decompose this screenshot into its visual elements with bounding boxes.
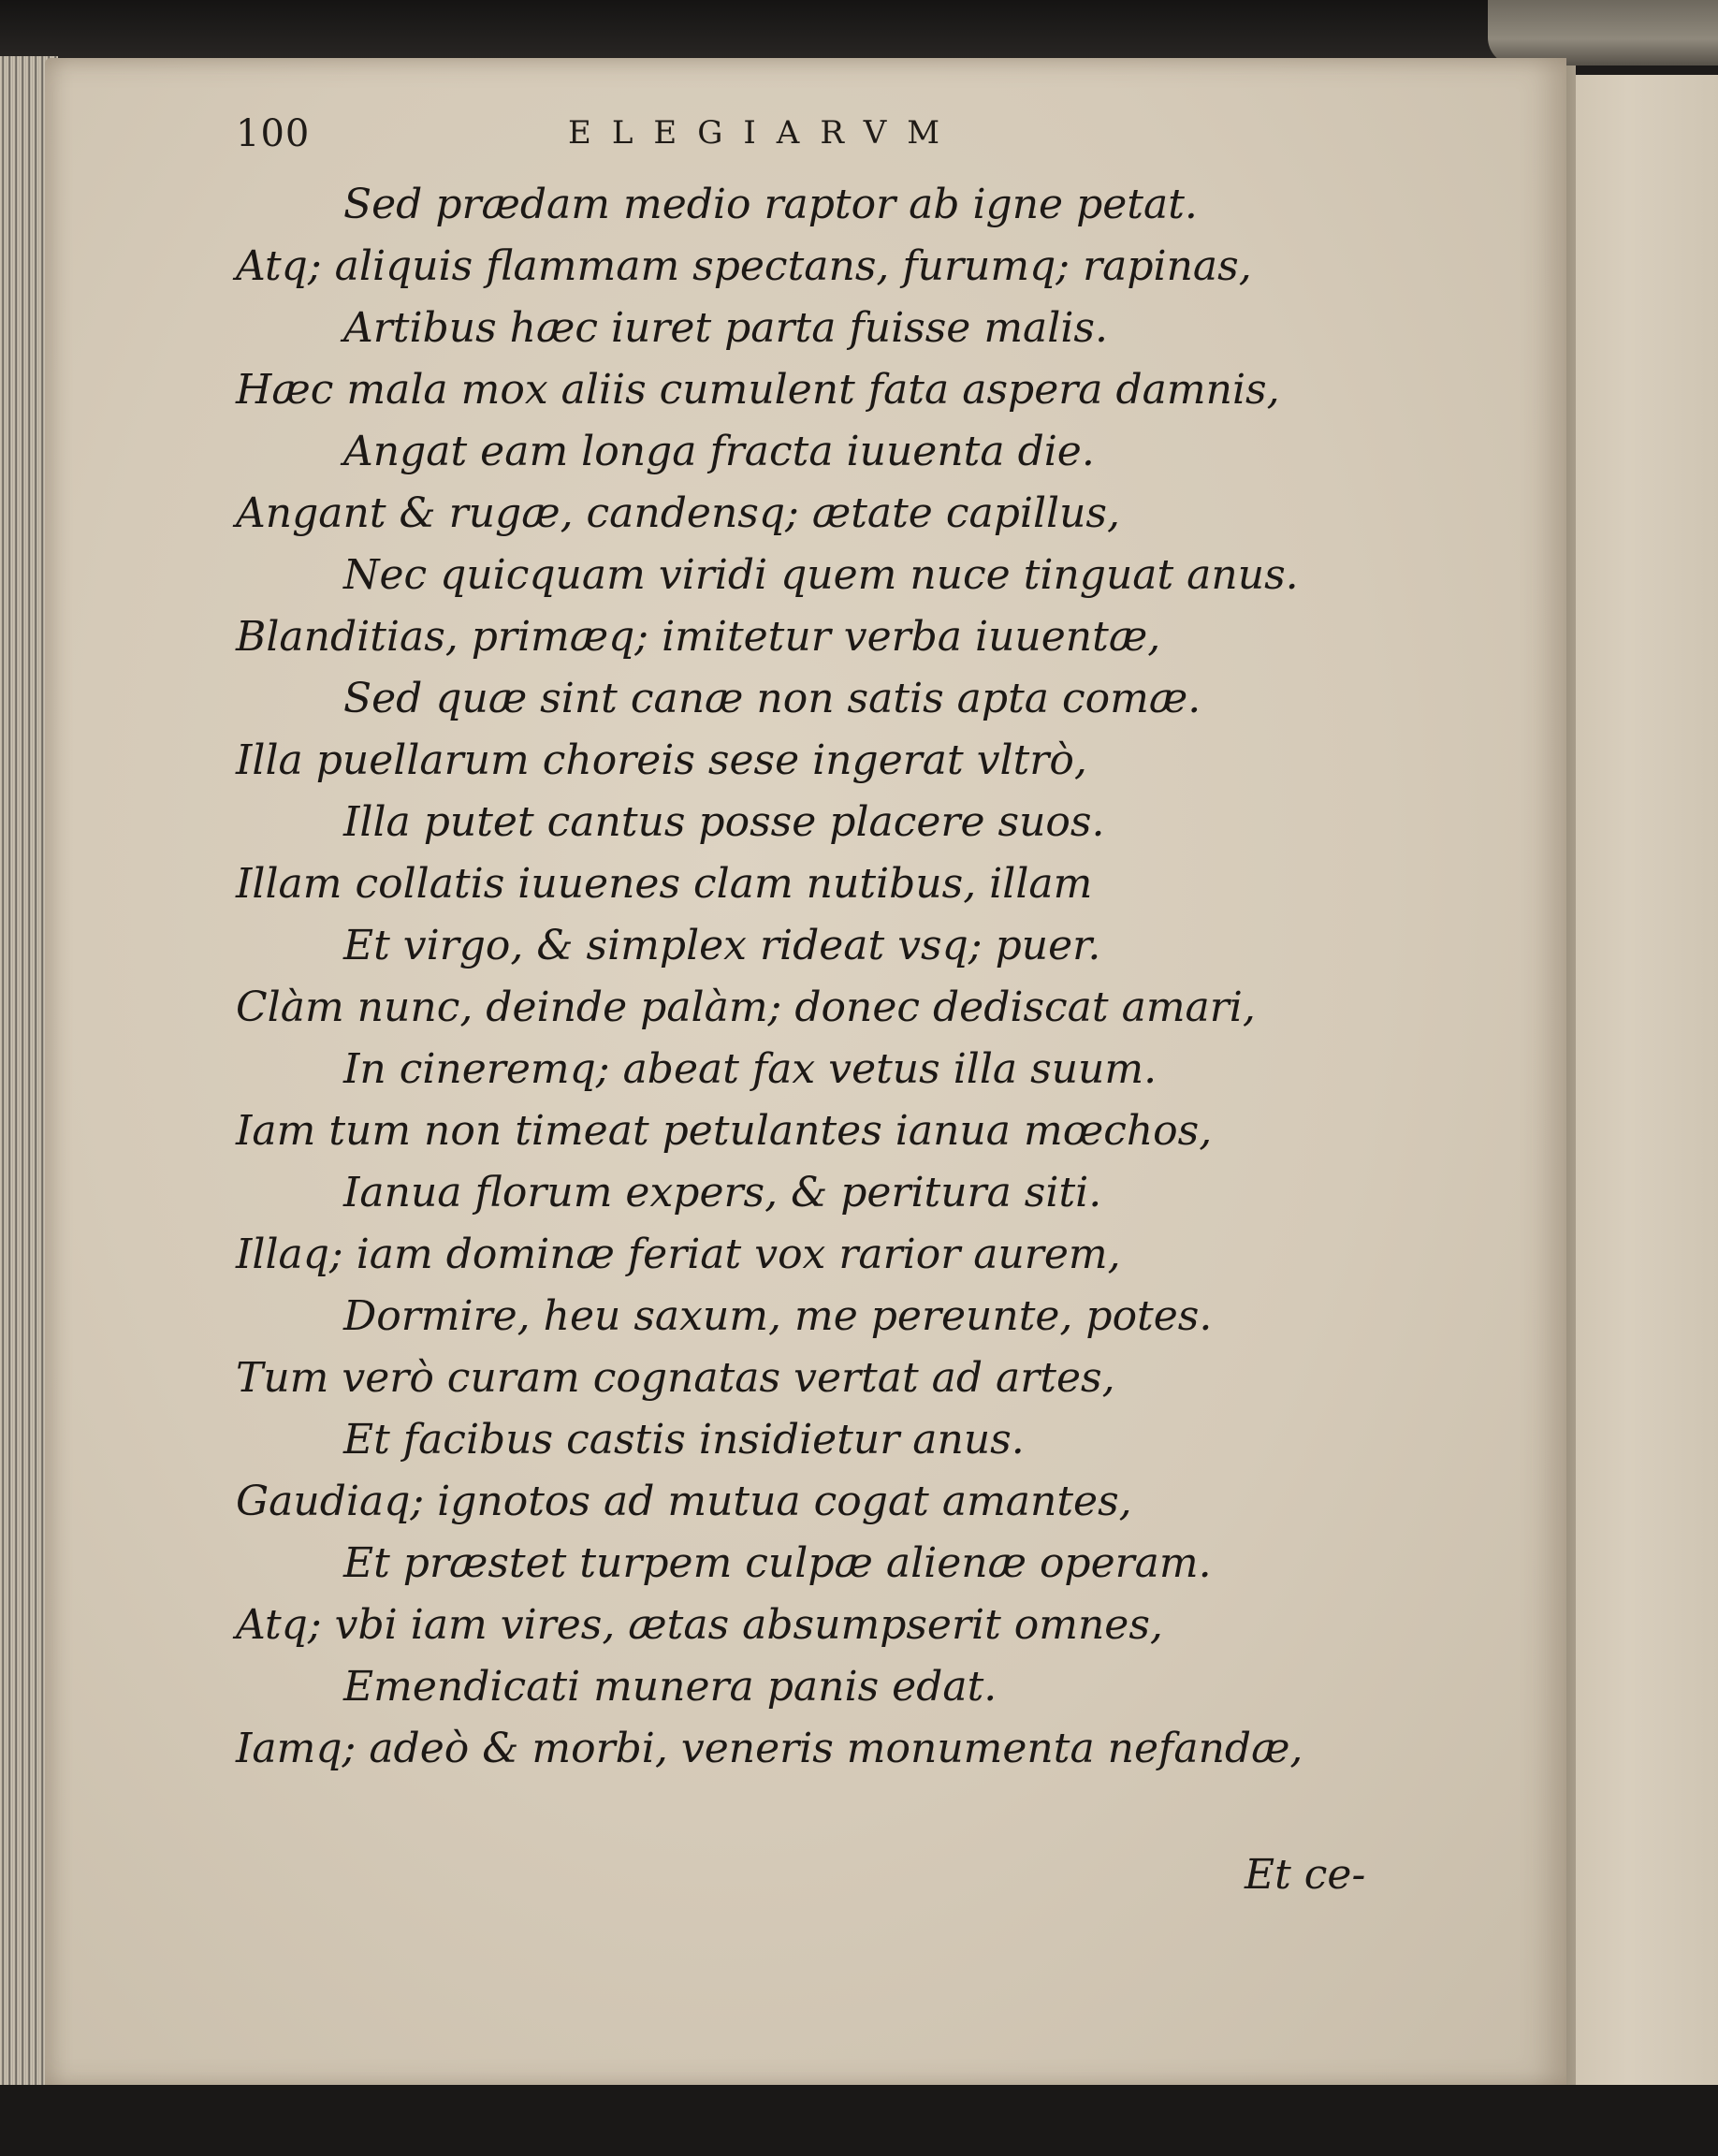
scan-background-top — [0, 0, 1718, 66]
verse-line: Sed prædam medio raptor ab igne petat. — [343, 181, 1198, 228]
running-head: ELEGIARVM — [568, 114, 961, 152]
verse-line: Et facibus castis insidietur anus. — [343, 1416, 1025, 1464]
verse-line: Illa puellarum choreis sese ingerat vltrò, — [236, 736, 1087, 784]
verse-line: Et præstet turpem culpæ alienæ operam. — [343, 1539, 1212, 1587]
verse-line: Illa putet cantus posse placere suos. — [343, 798, 1105, 846]
binding-clip — [1488, 0, 1718, 66]
verse-line: Artibus hæc iuret parta fuisse malis. — [343, 304, 1108, 352]
verse-line: In cineremq; abeat fax vetus illa suum. — [343, 1045, 1157, 1093]
verse-line: Et virgo, & simplex rideat vsq; puer. — [343, 922, 1101, 969]
verse-line: Illam collatis iuuenes clam nutibus, illam — [236, 860, 1093, 908]
verse-line: Nec quicquam viridi quem nuce tinguat anus. — [343, 551, 1299, 599]
verse-line: Tum verò curam cognatas vertat ad artes, — [236, 1354, 1115, 1402]
verse-line: Iam tum non timeat petulantes ianua mœchos, — [236, 1107, 1213, 1155]
verse-line: Gaudiaq; ignotos ad mutua cogat amantes, — [236, 1478, 1132, 1525]
verse-line: Clàm nunc, deinde palàm; donec dediscat amari, — [236, 983, 1256, 1031]
verse-line: Hæc mala mox aliis cumulent fata aspera damnis, — [236, 366, 1280, 414]
verse-line: Atq; aliquis flammam spectans, furumq; rapinas, — [236, 242, 1252, 290]
catchword: Et ce- — [1245, 1851, 1366, 1899]
verse-line: Dormire, heu saxum, me pereunte, potes. — [343, 1292, 1213, 1340]
elegy-text — [236, 174, 1490, 1780]
verse-line: Ianua florum expers, & peritura siti. — [343, 1169, 1102, 1216]
facing-page — [1568, 75, 1718, 2096]
verse-line: Angat eam longa fracta iuuenta die. — [343, 428, 1095, 475]
verse-line: Atq; vbi iam vires, ætas absumpserit omnes, — [236, 1601, 1163, 1649]
scan-background-bottom — [0, 2085, 1718, 2156]
verse-line: Illaq; iam dominæ feriat vox rarior aurem, — [236, 1231, 1121, 1278]
verse-line: Emendicati munera panis edat. — [343, 1663, 997, 1711]
verse-line: Angant & rugæ, candensq; ætate capillus, — [236, 489, 1120, 537]
page-header — [236, 112, 1359, 168]
verse-line: Iamq; adeò & morbi, veneris monumenta nefandæ, — [236, 1725, 1303, 1772]
verse-line: Blanditias, primæq; imitetur verba iuuentæ, — [236, 613, 1161, 661]
verse-line: Sed quæ sint canæ non satis apta comæ. — [343, 675, 1201, 722]
page-number: 100 — [236, 112, 311, 155]
